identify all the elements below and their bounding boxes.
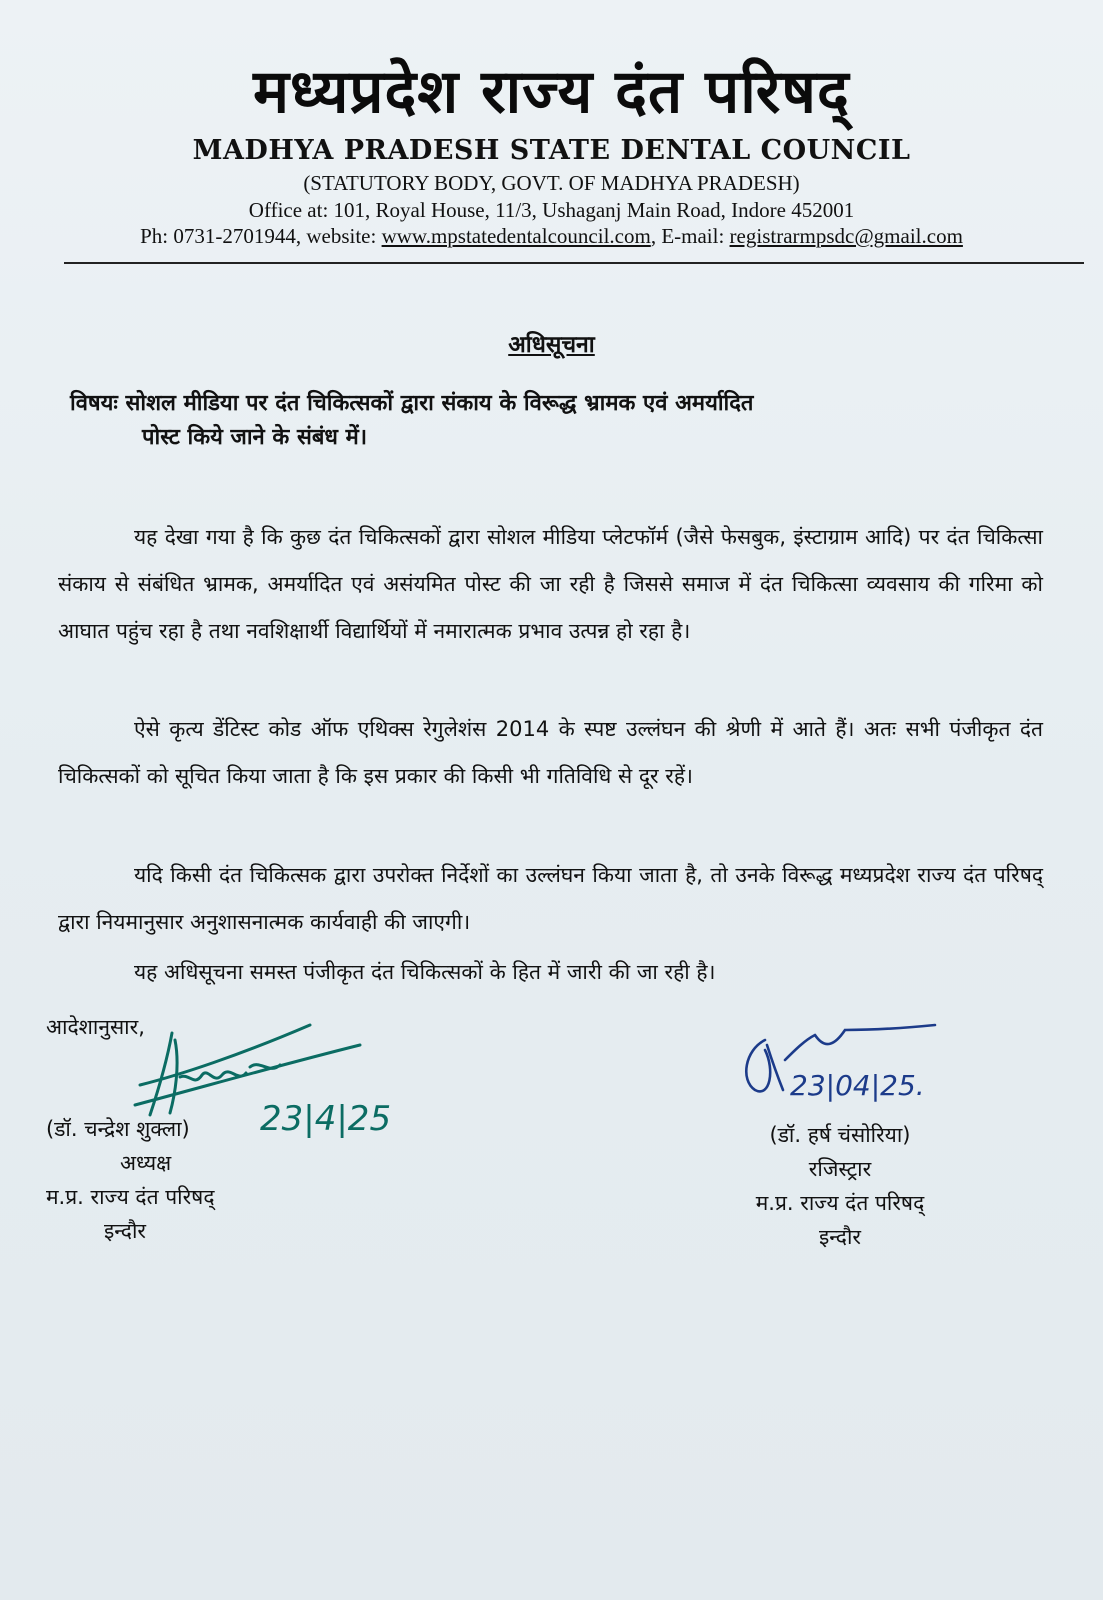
email-link[interactable]: registrarmpsdc@gmail.com	[729, 224, 963, 248]
notice-heading: अधिसूचना	[508, 332, 595, 358]
paragraph-3: यदि किसी दंत चिकित्सक द्वारा उपरोक्त निर्देशों का उल्लंघन किया जाता है, तो उनके विरूद्ध मध्यप्रदेश राज्य दंत परिषद् द्वारा नियमानुसार अनुशासनात्मक कार्यवाही की जाएगी।	[58, 863, 1043, 934]
left-city: इन्दौर	[104, 1219, 146, 1243]
council-english-title: MADHYA PRADESH STATE DENTAL COUNCIL	[192, 135, 911, 166]
left-name: (डॉ. चन्द्रेश शुक्ला)	[46, 1117, 190, 1141]
left-handwritten-signature	[120, 1015, 440, 1145]
right-handwritten-signature	[735, 1010, 995, 1110]
right-signatory	[700, 1118, 980, 1254]
office-address: Office at: 101, Royal House, 11/3, Ushaganj Main Road, Indore 452001	[248, 198, 855, 222]
left-handwritten-date: 23|4|25	[260, 1099, 392, 1139]
subject-line-2: पोस्ट किये जाने के संबंध में।	[142, 425, 368, 450]
paragraph-4: यह अधिसूचना समस्त पंजीकृत दंत चिकित्सकों के हित में जारी की जा रही है।	[134, 960, 716, 984]
right-handwritten-date: 23|04|25.	[790, 1069, 925, 1102]
phone-text: Ph: 0731-2701944, website:	[140, 224, 382, 248]
right-name: (डॉ. हर्ष चंसोरिया)	[769, 1123, 911, 1147]
right-organization: म.प्र. राज्य दंत परिषद्	[755, 1191, 925, 1215]
council-hindi-title: मध्यप्रदेश राज्य दंत परिषद्	[253, 57, 850, 127]
paragraph-1: यह देखा गया है कि कुछ दंत चिकित्सकों द्वारा सोशल मीडिया प्लेटफॉर्म (जैसे फेसबुक, इंस्टाग्राम आदि) पर दंत चिकित्सा संकाय से संबंधित भ्रामक, अमर्यादित एवं असंयमित पोस्ट की जा रही है जिससे समाज में दंत चिकित्सा व्यवसाय की गरिमा को आघात पहुंच रहा है तथा नवशिक्षार्थी विद्यार्थियों में नमारात्मक प्रभाव उत्पन्न हो रहा है।	[58, 525, 1043, 643]
by-order-label: आदेशानुसार,	[46, 1015, 145, 1039]
left-organization: म.प्र. राज्य दंत परिषद्	[46, 1185, 215, 1209]
right-designation: रजिस्ट्रार	[808, 1157, 872, 1181]
website-link[interactable]: www.mpstatedentalcouncil.com	[381, 224, 651, 248]
right-city: इन्दौर	[819, 1225, 861, 1249]
header-divider	[64, 262, 1084, 264]
email-label: , E-mail:	[650, 224, 730, 248]
contact-line	[0, 223, 1103, 249]
subject-line-1: विषयः सोशल मीडिया पर दंत चिकित्सकों द्वारा संकाय के विरूद्ध भ्रामक एवं अमर्यादित	[70, 391, 754, 416]
statutory-line: (STATUTORY BODY, GOVT. OF MADHYA PRADESH)	[303, 171, 800, 195]
left-designation: अध्यक्ष	[120, 1151, 172, 1175]
paragraph-2: ऐसे कृत्य डेंटिस्ट कोड ऑफ एथिक्स रेगुलेशंस 2014 के स्पष्ट उल्लंघन की श्रेणी में आते हैं। अतः सभी पंजीकृत दंत चिकित्सकों को सूचित किया जाता है कि इस प्रकार की किसी भी गतिविधि से दूर रहें।	[58, 717, 1043, 788]
subject-line	[70, 387, 1050, 455]
